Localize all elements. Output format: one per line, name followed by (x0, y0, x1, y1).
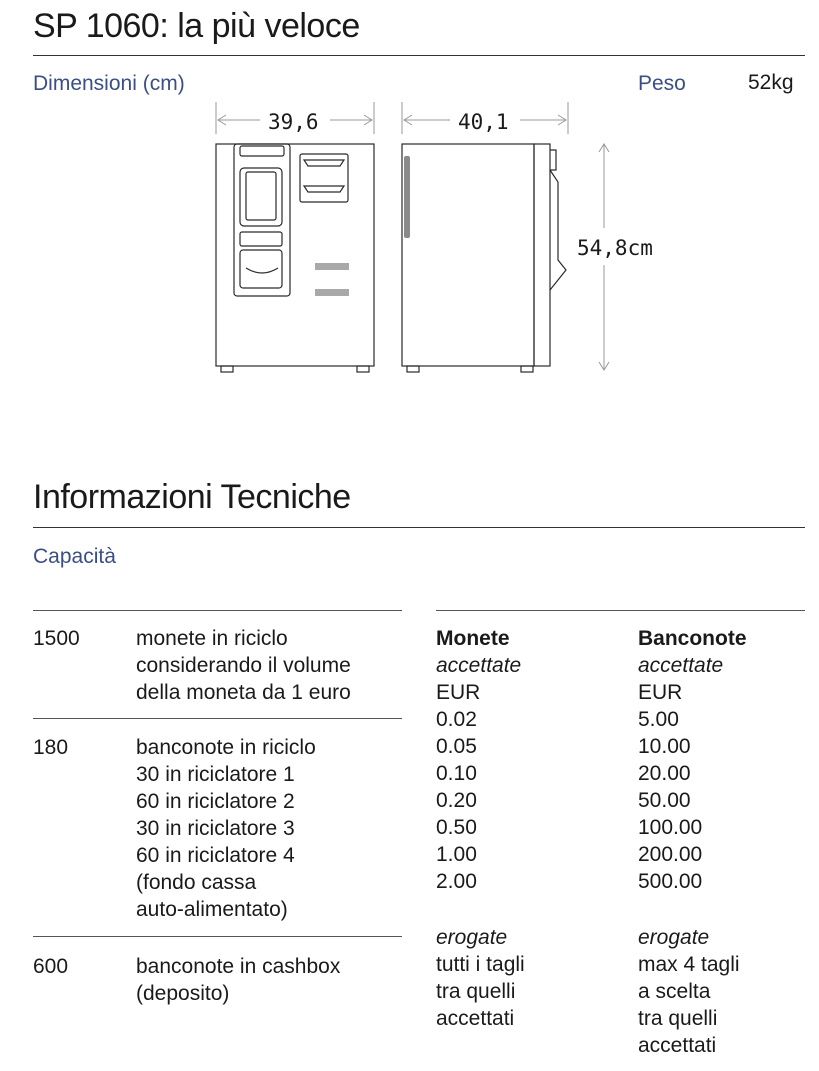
width-dimension: 39,6 (268, 110, 319, 134)
capacity-qty: 600 (33, 955, 69, 978)
note-value: 10.00 (638, 735, 691, 758)
capacity-qty: 1500 (33, 627, 80, 650)
section-title: Informazioni Tecniche (33, 478, 351, 516)
capacity-qty: 180 (33, 736, 69, 759)
capacity-description: banconote in riciclo 30 in riciclatore 1 60 in riciclatore 2 30 in riciclatore 3 60 in riciclatore 4 (fondo cassa auto-alimentato) (136, 736, 316, 921)
coin-value: 0.02 (436, 708, 477, 731)
coin-value: 0.20 (436, 789, 477, 812)
height-dimension: 54,8cm (577, 236, 653, 260)
denominations-top-rule (436, 610, 805, 611)
notes-column: Banconote accettate EUR 5.00 10.00 20.00 50.00 100.00 200.00 500.00 erogate max 4 tagli a scelta tra quelli accettati (638, 627, 747, 1057)
page-title: SP 1060: la più veloce (33, 7, 360, 45)
coins-accepted-label: accettate (436, 654, 522, 677)
coins-currency: EUR (436, 681, 481, 704)
notes-dispensed-label: erogate (638, 926, 710, 949)
coin-value: 0.50 (436, 816, 477, 839)
device-drawing (0, 0, 819, 400)
side-view (402, 144, 566, 372)
weight-label: Peso (638, 72, 686, 95)
coin-value: 2.00 (436, 870, 477, 893)
capacity-table-top-rule (33, 610, 402, 611)
notes-currency: EUR (638, 681, 683, 704)
coin-value: 1.00 (436, 843, 477, 866)
capacity-row-divider (33, 936, 402, 937)
capacity-label: Capacità (33, 545, 116, 568)
coins-heading: Monete (436, 627, 510, 650)
front-view (216, 144, 374, 372)
depth-dimension: 40,1 (458, 110, 509, 134)
capacity-description: banconote in cashbox (deposito) (136, 955, 341, 1005)
section-divider (33, 527, 805, 528)
coin-value: 0.10 (436, 762, 477, 785)
capacity-row-divider (33, 718, 402, 719)
dimensions-label: Dimensioni (cm) (33, 72, 185, 95)
note-value: 200.00 (638, 843, 703, 866)
front-slot-lower (315, 289, 349, 296)
note-value: 50.00 (638, 789, 691, 812)
coin-value: 0.05 (436, 735, 477, 758)
note-value: 100.00 (638, 816, 703, 839)
notes-heading: Banconote (638, 627, 747, 650)
weight-value: 52kg (748, 71, 794, 94)
side-vent (404, 156, 410, 238)
coins-column: Monete accettate EUR 0.02 0.05 0.10 0.20 0.50 1.00 2.00 erogate tutti i tagli tra quelli accettati (436, 627, 525, 1030)
note-value: 5.00 (638, 708, 679, 731)
notes-accepted-label: accettate (638, 654, 724, 677)
note-value: 500.00 (638, 870, 703, 893)
front-slot-upper (315, 263, 349, 270)
coins-dispensed-label: erogate (436, 926, 508, 949)
capacity-description: monete in riciclo considerando il volume della moneta da 1 euro (136, 627, 351, 704)
note-value: 20.00 (638, 762, 691, 785)
